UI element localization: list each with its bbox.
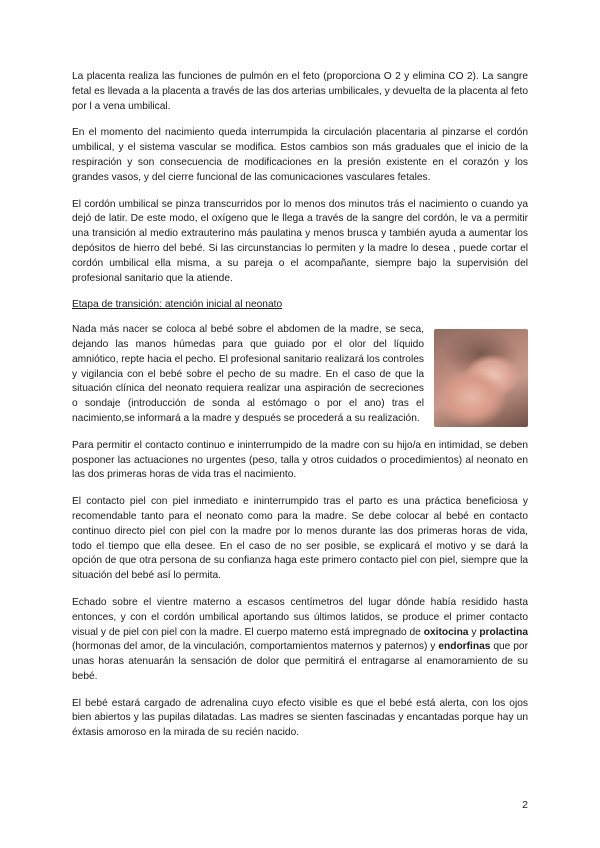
- section-heading: Etapa de transición: atención inicial al neonato: [72, 299, 283, 311]
- paragraph-continuous-contact: Para permitir el contacto continuo e ininterrumpido de la madre con su hijo/a en intimidad, se deben posponer las actuaciones no urgentes (peso, talla y otros cuidados o procedimientos) al neonato en las dos primeras horas de vida tras el nacimiento.: [72, 439, 528, 481]
- paragraph-placenta: La placenta realiza las funciones de pulmón en el feto (proporciona O 2 y elimina CO 2). La sangre fetal es llevada a la placenta a través de las dos arterias umbilicales, y devuelta de la placenta al feto por l a vena umbilical.: [72, 71, 528, 112]
- paragraph-skin-to-skin: El contacto piel con piel inmediato e ininterrumpido tras el parto es una práctica beneficiosa y recomendable tanto para el neonato como para la madre. Se debe colocar al bebé en contacto continuo directo piel con piel con la madre por lo menos durante las dos primeras horas de vida, todo el tiempo que ella desee. En el caso de no ser posible, se explicará el motivo y se dará la opción de que otra persona de su confianza haga este primero contacto piel con piel, siempre que la situación del bebé así lo permita.: [72, 496, 528, 582]
- paragraph-hormones: [72, 596, 528, 685]
- hormones-text-1: Echado sobre el vientre materno a escasos centímetros del lugar dónde había residido hasta entonces, y con el cordón umbilical aportando sus últimos latidos, se produce el primer contacto visual y de piel con piel con la madre. El cuerpo materno está impregnado de: [72, 596, 528, 638]
- paragraph-umbilical-cord: El cordón umbilical se pinza transcurridos por lo menos dos minutos trás el nacimiento o cuando ya dejó de latir. De este modo, el oxígeno que le llega a través de la sangre del cordón, le va a permitir una transición al medio extrauterino más paulatina y menos brusca y también ayuda a aumentar los depósitos de hierro del bebé. Si las circunstancias lo permiten y la madre lo desea , puede cortar el cordón umbilical ella misma, a su pareja o el acompañante, siempre bajo la supervisión del profesional sanitario que la atiende.: [72, 198, 528, 284]
- figure-block: [72, 323, 528, 439]
- hormones-text-2: y: [468, 626, 480, 638]
- page-number: 2: [522, 799, 528, 811]
- paragraph-adrenaline: El bebé estará cargado de adrenalina cuyo efecto visible es que el bebé está alerta, con los ojos bien abiertos y las pupilas dilatadas. Las madres se sienten fascinadas y encantadas porque hay un éxtasis amoroso en la mirada de su recién nacido.: [72, 697, 528, 739]
- hormones-text-4: que por unas horas atenuarán la sensación de dolor que permitirá el entragarse al enamoramiento de su bebé.: [72, 641, 528, 682]
- term-prolactina: prolactina: [479, 626, 528, 638]
- term-endorfinas: endorfinas: [438, 641, 491, 653]
- hormones-text-3: (hormonas del amor, de la vinculación, comportamientos maternos y paternos) y: [72, 641, 439, 653]
- newborn-photo: [434, 329, 528, 427]
- term-oxitocina: oxitocina: [423, 626, 469, 638]
- paragraph-first-minutes: Nada más nacer se coloca al bebé sobre el abdomen de la madre, se seca, dejando las manos húmedas para que guiado por el olor del líquido amniótico, repte hacia el pecho. El profesional sanitario realizará los controles y vigilancia con el bebé sobre el pecho de su madre. En el caso de que la situación clínica del neonato requiera realizar una aspiración de secreciones o sondaje (introducción de sonda al estómago o por el ano) tras el nacimiento,se informará a la madre y después se procederá a su realización.: [72, 324, 424, 424]
- paragraph-birth-circulation: En el momento del nacimiento queda interrumpida la circulación placentaria al pinzarse el cordón umbilical, y el sistema vascular se modifica. Estos cambios son más graduales que el inicio de la respiración y son consecuencia de modificaciones en la presión existente en el corazón y los grandes vasos, y del cierre funcional de las comunicaciones vasculares fetales.: [72, 127, 528, 183]
- page-content: [72, 70, 528, 753]
